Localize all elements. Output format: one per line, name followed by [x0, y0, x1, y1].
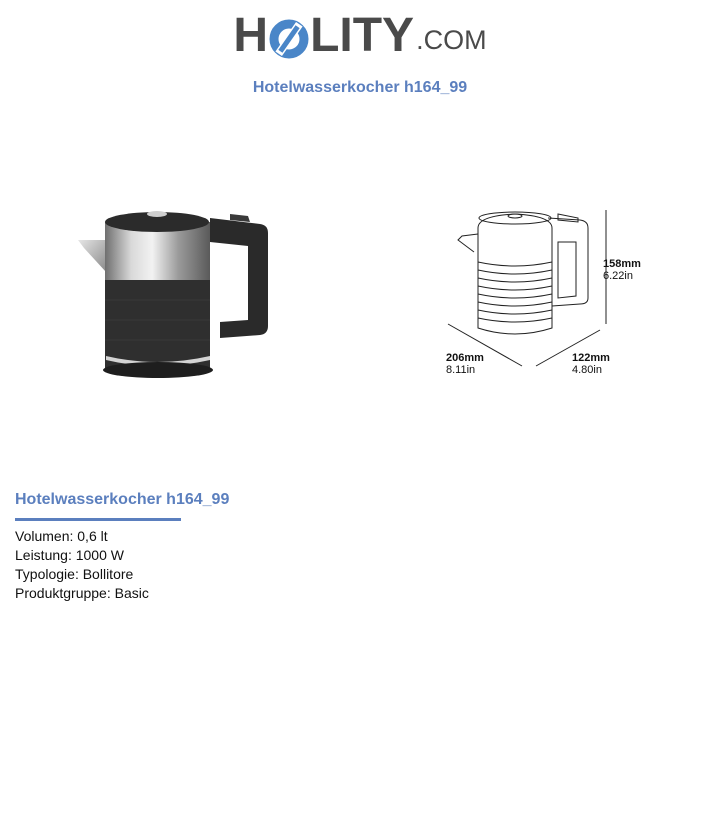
spec-product-group: Produktgruppe: Basic [15, 585, 149, 601]
width-mm-label: 206mm [446, 352, 484, 364]
spec-value: Basic [114, 585, 149, 601]
logo-o-icon [269, 16, 309, 56]
section-divider [15, 518, 181, 521]
spec-type: Typologie: Bollitore [15, 566, 134, 582]
spec-label: Produktgruppe [15, 585, 107, 601]
site-logo[interactable] [0, 8, 720, 64]
logo-letters: LITY [310, 9, 415, 62]
spec-label: Typologie [15, 566, 75, 582]
width-dimension [446, 352, 484, 376]
height-mm-label: 158mm [603, 258, 641, 270]
spec-value: 1000 W [75, 547, 124, 563]
depth-mm-label: 122mm [572, 352, 610, 364]
spec-value: 0,6 lt [77, 528, 108, 544]
product-section-title: Hotelwasserkocher h164_99 [15, 491, 230, 508]
width-in-label: 8.11in [446, 364, 476, 376]
spec-label: Leistung [15, 547, 68, 563]
depth-dimension [572, 352, 610, 376]
logo-letter-h: H [233, 9, 269, 62]
depth-in-label: 4.80in [572, 364, 602, 376]
spec-power: Leistung: 1000 W [15, 547, 124, 563]
logo-domain: .COM [416, 25, 487, 55]
height-in-label: 6.22in [603, 270, 633, 282]
spec-label: Volumen [15, 528, 70, 544]
kettle-photo [70, 200, 280, 390]
page-title: Hotelwasserkocher h164_99 [252, 79, 468, 96]
spec-list [15, 527, 149, 603]
dimension-drawing [440, 200, 650, 380]
height-dimension [603, 258, 641, 282]
spec-volume: Volumen: 0,6 lt [15, 528, 108, 544]
spec-value: Bollitore [82, 566, 134, 582]
